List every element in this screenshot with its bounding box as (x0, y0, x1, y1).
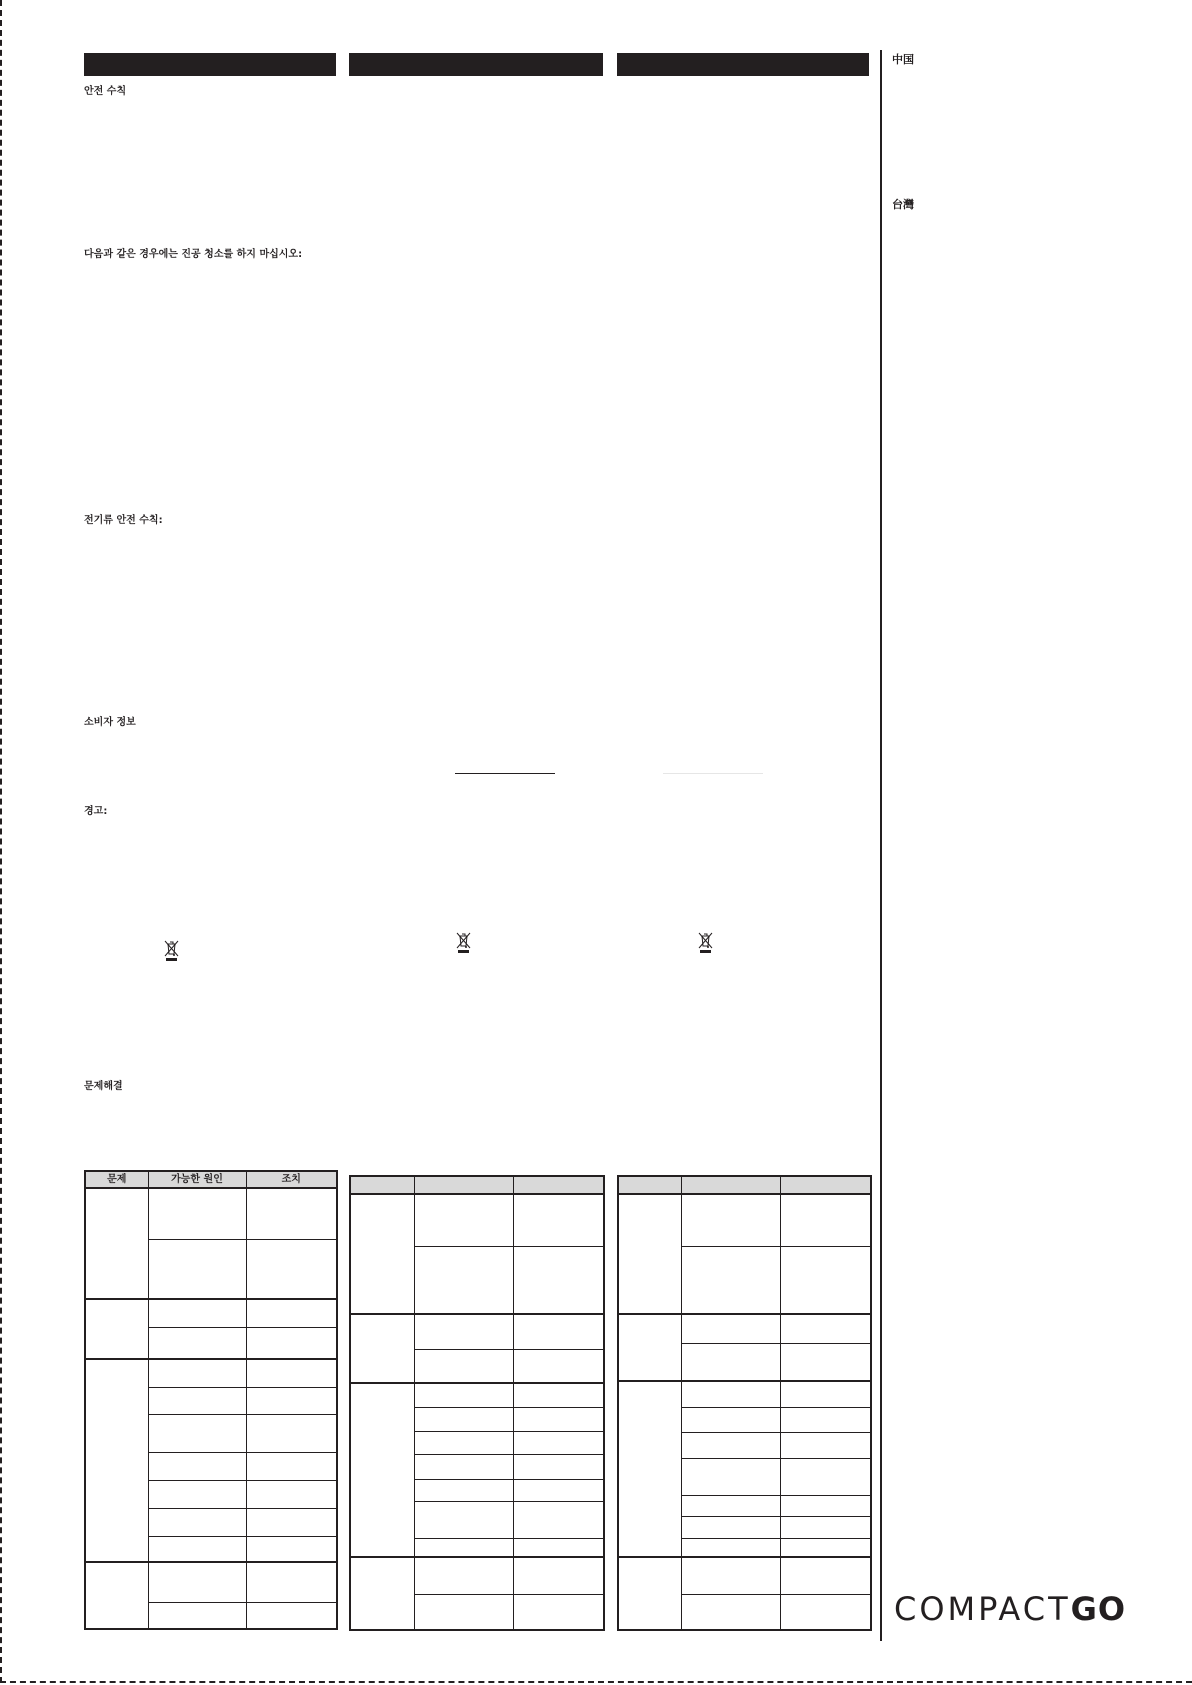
action-cell (246, 1359, 337, 1387)
cause-cell (148, 1327, 246, 1359)
cause-cell (681, 1314, 780, 1343)
table-row (350, 1314, 604, 1349)
table-row (618, 1557, 871, 1594)
cause-cell (414, 1246, 513, 1314)
action-cell (513, 1194, 604, 1246)
problem-cell (85, 1562, 148, 1629)
logo-bold-text: GO (1070, 1590, 1127, 1628)
table-row (85, 1562, 337, 1602)
table-row (85, 1188, 337, 1239)
table-header-row (618, 1176, 871, 1194)
cause-cell (414, 1314, 513, 1349)
cause-cell (148, 1602, 246, 1629)
action-cell (246, 1188, 337, 1239)
heading-warning: 경고: (84, 806, 108, 817)
header-cause (681, 1176, 780, 1194)
problem-cell (85, 1359, 148, 1562)
table-row (618, 1381, 871, 1407)
cause-cell (148, 1239, 246, 1299)
table-row (618, 1194, 871, 1246)
cause-cell (414, 1407, 513, 1431)
action-cell (246, 1602, 337, 1629)
heading-no-vacuum: 다음과 같은 경우에는 진공 청소를 하지 마십시오: (84, 249, 303, 260)
action-cell (780, 1432, 871, 1458)
heading-electrical-safety: 전기류 안전 수칙: (84, 515, 163, 526)
cause-cell (414, 1383, 513, 1407)
cause-cell (681, 1557, 780, 1594)
cut-line-left (0, 0, 2, 1683)
problem-cell (350, 1194, 414, 1314)
troubleshooting-table-1 (84, 1170, 338, 1630)
crossed-out-wheelie-bin-icon (456, 931, 471, 953)
problem-cell (350, 1557, 414, 1630)
link-underline (663, 773, 763, 774)
action-cell (780, 1246, 871, 1314)
table-row (85, 1359, 337, 1387)
cause-cell (414, 1194, 513, 1246)
problem-cell (85, 1188, 148, 1299)
problem-cell (85, 1299, 148, 1359)
cause-cell (414, 1501, 513, 1538)
action-cell (513, 1349, 604, 1383)
action-cell (513, 1407, 604, 1431)
header-problem: 문제 (85, 1171, 148, 1188)
action-cell (246, 1414, 337, 1452)
cause-cell (148, 1452, 246, 1480)
table-row (85, 1299, 337, 1327)
cause-cell (681, 1432, 780, 1458)
action-cell (780, 1314, 871, 1343)
cause-cell (414, 1454, 513, 1479)
action-cell (780, 1194, 871, 1246)
action-cell (513, 1479, 604, 1501)
cause-cell (681, 1381, 780, 1407)
problem-cell (350, 1314, 414, 1383)
link-underline (455, 773, 555, 774)
column-2-header-bar (349, 53, 603, 76)
action-cell (780, 1458, 871, 1495)
table-header-row (350, 1176, 604, 1194)
cause-cell (148, 1480, 246, 1508)
cause-cell (148, 1299, 246, 1327)
cause-cell (148, 1414, 246, 1452)
problem-cell (618, 1557, 681, 1630)
region-taiwan-label: 台灣 (892, 198, 914, 211)
crossed-out-wheelie-bin-icon (164, 939, 179, 961)
header-action (780, 1176, 871, 1194)
column-1-header-bar (84, 53, 336, 76)
action-cell (780, 1407, 871, 1432)
header-problem (618, 1176, 681, 1194)
action-cell (246, 1299, 337, 1327)
cause-cell (414, 1538, 513, 1557)
header-problem (350, 1176, 414, 1194)
action-cell (246, 1387, 337, 1414)
cause-cell (148, 1387, 246, 1414)
cause-cell (148, 1562, 246, 1602)
cause-cell (148, 1359, 246, 1387)
action-cell (513, 1557, 604, 1594)
action-cell (246, 1536, 337, 1562)
action-cell (246, 1480, 337, 1508)
action-cell (246, 1508, 337, 1536)
table-row (350, 1194, 604, 1246)
heading-safety: 안전 수칙 (84, 86, 127, 97)
action-cell (780, 1538, 871, 1557)
sidebar-divider (880, 50, 882, 1641)
problem-cell (350, 1383, 414, 1557)
cause-cell (681, 1458, 780, 1495)
brand-logo (894, 1592, 1126, 1626)
cause-cell (148, 1536, 246, 1562)
logo-light-text: COMPACT (894, 1590, 1071, 1628)
heading-troubleshooting: 문제해결 (84, 1081, 123, 1092)
cause-cell (681, 1538, 780, 1557)
cause-cell (681, 1495, 780, 1516)
cause-cell (681, 1407, 780, 1432)
action-cell (246, 1452, 337, 1480)
action-cell (513, 1501, 604, 1538)
action-cell (513, 1314, 604, 1349)
action-cell (246, 1239, 337, 1299)
cause-cell (681, 1194, 780, 1246)
action-cell (780, 1495, 871, 1516)
cause-cell (681, 1594, 780, 1630)
table-row (618, 1314, 871, 1343)
action-cell (513, 1246, 604, 1314)
heading-consumer-info: 소비자 정보 (84, 717, 136, 728)
cause-cell (148, 1188, 246, 1239)
action-cell (780, 1594, 871, 1630)
cause-cell (148, 1508, 246, 1536)
troubleshooting-table-2 (349, 1175, 605, 1631)
table-row (350, 1557, 604, 1594)
cause-cell (681, 1516, 780, 1538)
header-action: 조치 (246, 1171, 337, 1188)
cause-cell (414, 1349, 513, 1383)
action-cell (513, 1594, 604, 1630)
cause-cell (414, 1594, 513, 1630)
crossed-out-wheelie-bin-icon (698, 931, 713, 953)
header-cause (414, 1176, 513, 1194)
header-action (513, 1176, 604, 1194)
action-cell (780, 1343, 871, 1381)
cause-cell (681, 1246, 780, 1314)
table-row (350, 1383, 604, 1407)
cause-cell (414, 1557, 513, 1594)
cut-line-bottom (0, 1681, 1192, 1683)
action-cell (246, 1327, 337, 1359)
cause-cell (681, 1343, 780, 1381)
action-cell (513, 1538, 604, 1557)
cause-cell (414, 1431, 513, 1454)
troubleshooting-table-3 (617, 1175, 872, 1631)
problem-cell (618, 1194, 681, 1314)
header-cause: 가능한 원인 (148, 1171, 246, 1188)
problem-cell (618, 1314, 681, 1381)
region-china-label: 中国 (892, 53, 914, 66)
cause-cell (414, 1479, 513, 1501)
action-cell (513, 1454, 604, 1479)
column-3-header-bar (617, 53, 869, 76)
action-cell (513, 1431, 604, 1454)
action-cell (780, 1381, 871, 1407)
action-cell (780, 1557, 871, 1594)
problem-cell (618, 1381, 681, 1557)
action-cell (513, 1383, 604, 1407)
action-cell (246, 1562, 337, 1602)
table-header-row (85, 1171, 337, 1188)
action-cell (780, 1516, 871, 1538)
